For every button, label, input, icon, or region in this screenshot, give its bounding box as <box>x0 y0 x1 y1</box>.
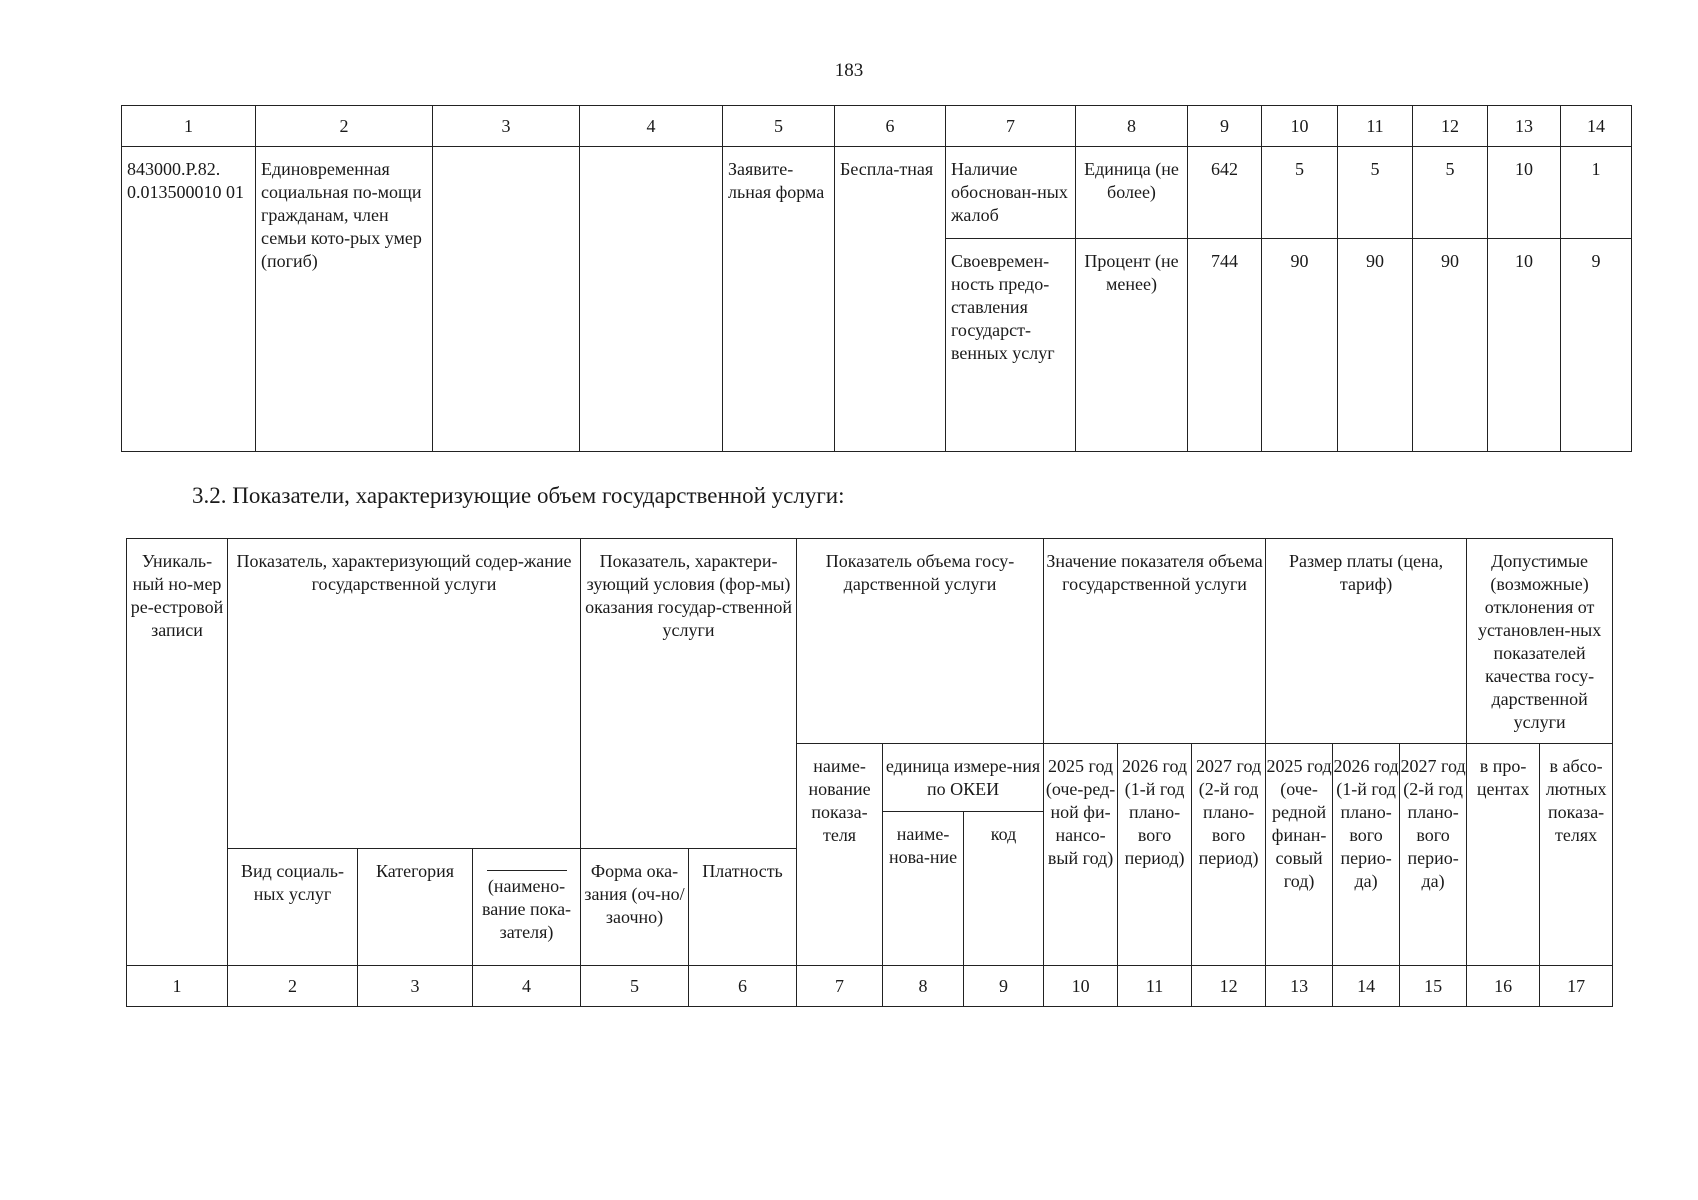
okei-code: 642 <box>1188 147 1262 239</box>
empty-cell <box>580 147 723 452</box>
h-okei-code: код <box>964 812 1044 966</box>
h-category: Категория <box>358 849 473 966</box>
h-fee-2026: 2026 год (1-й год плано-вого перио-да) <box>1333 744 1400 966</box>
t2-col-num: 5 <box>581 966 689 1007</box>
h-fee-2025: 2025 год (оче-редной финан-совый год) <box>1266 744 1333 966</box>
h-okei-unit: единица измере-ния по ОКЕИ <box>883 744 1044 812</box>
h-volume-indicator: Показатель объема госу-дарственной услуги <box>797 539 1044 744</box>
t2-col-num: 6 <box>689 966 797 1007</box>
okei-code: 744 <box>1188 239 1262 452</box>
table1-header-row <box>122 106 1632 147</box>
t1-col-num: 2 <box>256 106 433 147</box>
value-2026: 5 <box>1338 147 1413 239</box>
h-value-2025: 2025 год (оче-ред-ной фи-нансо-вый год) <box>1044 744 1118 966</box>
t1-col-num: 13 <box>1488 106 1561 147</box>
service-name: Единовременная социальная по-мощи гражданам, член семьи кото-рых умер (погиб) <box>256 147 433 452</box>
t1-col-num: 8 <box>1076 106 1188 147</box>
h-fee-2027: 2027 год (2-й год плано-вого перио-да) <box>1400 744 1467 966</box>
h-deviation-abs: в абсо-лютных показа-телях <box>1540 744 1613 966</box>
h-deviation: Допустимые (возможные) отклонения от установлен-ных показателей качества госу-дарственной услуги <box>1467 539 1613 744</box>
unit: Процент (не менее) <box>1076 239 1188 452</box>
t1-col-num: 5 <box>723 106 835 147</box>
t1-col-num: 3 <box>433 106 580 147</box>
h-provision-form: Форма ока-зания (оч-но/заочно) <box>581 849 689 966</box>
h-indicator-name-label: (наимено-вание пока-зателя) <box>481 876 572 942</box>
t1-col-num: 1 <box>122 106 256 147</box>
t1-col-num: 7 <box>946 106 1076 147</box>
deviation-abs: 1 <box>1561 147 1632 239</box>
t1-col-num: 9 <box>1188 106 1262 147</box>
t2-col-num: 13 <box>1266 966 1333 1007</box>
value-2026: 90 <box>1338 239 1413 452</box>
t1-col-num: 6 <box>835 106 946 147</box>
table2-header-row-1 <box>127 539 1613 744</box>
value-2025: 5 <box>1262 147 1338 239</box>
t2-col-num: 17 <box>1540 966 1613 1007</box>
table1-row-1 <box>122 147 1632 239</box>
h-indicator-name: наиме-нование показа-теля <box>797 744 883 966</box>
t1-col-num: 4 <box>580 106 723 147</box>
unit: Единица (не более) <box>1076 147 1188 239</box>
h-value-2027: 2027 год (2-й год плано-вого период) <box>1192 744 1266 966</box>
value-2027: 5 <box>1413 147 1488 239</box>
h-payment: Платность <box>689 849 797 966</box>
t2-col-num: 4 <box>473 966 581 1007</box>
t2-col-num: 8 <box>883 966 964 1007</box>
volume-indicators-table <box>126 538 1613 1007</box>
t2-col-num: 15 <box>1400 966 1467 1007</box>
h-service-kind: Вид социаль-ных услуг <box>228 849 358 966</box>
value-2025: 90 <box>1262 239 1338 452</box>
deviation-pct: 10 <box>1488 239 1561 452</box>
t1-col-num: 10 <box>1262 106 1338 147</box>
indicator-name: Своевремен-ность предо-ставления государст-венных услуг <box>946 239 1076 452</box>
deviation-abs: 9 <box>1561 239 1632 452</box>
t1-col-num: 14 <box>1561 106 1632 147</box>
t2-col-num: 9 <box>964 966 1044 1007</box>
h-content-indicator: Показатель, характеризующий содер-жание государственной услуги <box>228 539 581 849</box>
quality-indicators-table <box>121 105 1632 452</box>
registry-code: 843000.Р.82. 0.013500010 01 <box>122 147 256 452</box>
t2-col-num: 16 <box>1467 966 1540 1007</box>
value-2027: 90 <box>1413 239 1488 452</box>
section-title: 3.2. Показатели, характеризующие объем государственной услуги: <box>192 483 845 508</box>
t2-col-num: 12 <box>1192 966 1266 1007</box>
t2-col-num: 7 <box>797 966 883 1007</box>
h-deviation-pct: в про-центах <box>1467 744 1540 966</box>
t2-col-num: 2 <box>228 966 358 1007</box>
t2-col-num: 11 <box>1118 966 1192 1007</box>
provision-form: Заявите-льная форма <box>723 147 835 452</box>
indicator-name: Наличие обоснован-ных жалоб <box>946 147 1076 239</box>
h-volume-value: Значение показателя объема государственной услуги <box>1044 539 1266 744</box>
h-unique-number: Уникаль-ный но-мер ре-естровой записи <box>127 539 228 966</box>
t2-col-num: 1 <box>127 966 228 1007</box>
t2-col-num: 3 <box>358 966 473 1007</box>
h-conditions-indicator: Показатель, характери-зующий условия (фор-мы) оказания государ-ственной услуги <box>581 539 797 849</box>
h-fee: Размер платы (цена, тариф) <box>1266 539 1467 744</box>
h-value-2026: 2026 год (1-й год плано-вого период) <box>1118 744 1192 966</box>
t2-col-num: 14 <box>1333 966 1400 1007</box>
payment-type: Беспла-тная <box>835 147 946 452</box>
t2-col-num: 10 <box>1044 966 1118 1007</box>
blank-line <box>487 860 567 871</box>
h-okei-name: наиме-нова-ние <box>883 812 964 966</box>
t1-col-num: 12 <box>1413 106 1488 147</box>
page-number: 183 <box>834 60 864 81</box>
h-blank-indicator <box>473 849 581 966</box>
deviation-pct: 10 <box>1488 147 1561 239</box>
empty-cell <box>433 147 580 452</box>
table2-number-row <box>127 966 1613 1007</box>
t1-col-num: 11 <box>1338 106 1413 147</box>
